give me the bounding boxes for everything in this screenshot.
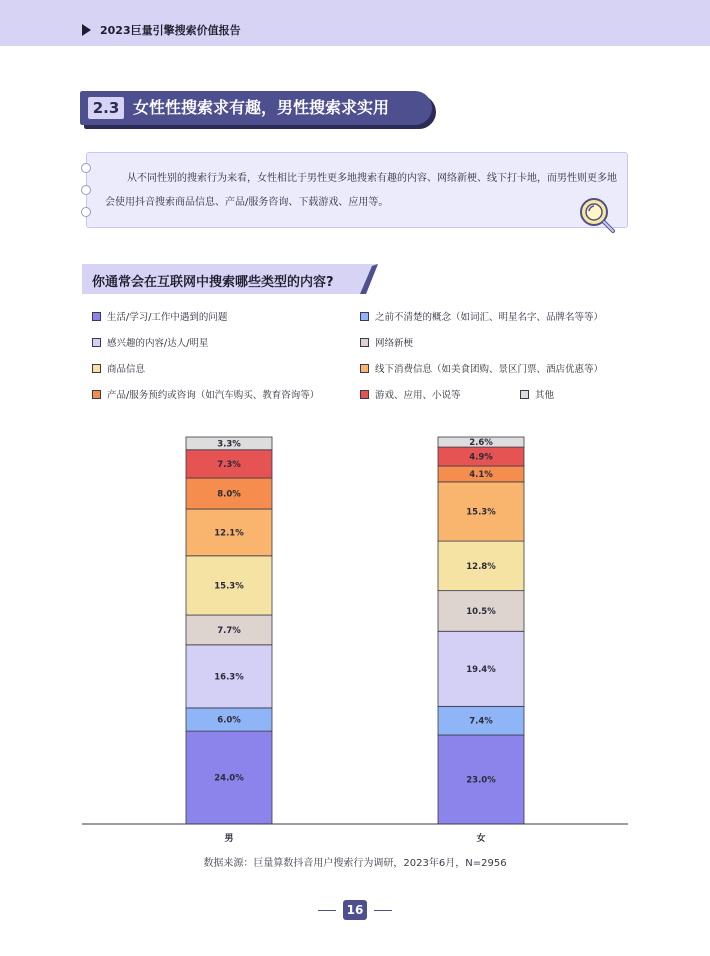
bar-value-label: 23.0% — [466, 775, 496, 786]
legend-label: 之前不清楚的概念（如词汇、明星名字、品牌名等等） — [375, 312, 604, 323]
bar-value-label: 19.4% — [466, 664, 496, 675]
page-divider — [318, 910, 336, 911]
bar-value-label: 3.3% — [217, 439, 241, 450]
section-title: 女性性搜索求有趣，男性搜索求实用 — [133, 98, 390, 117]
section-number: 2.3 — [88, 97, 124, 119]
x-tick-label: 男 — [224, 834, 234, 844]
bar-value-label: 6.0% — [217, 715, 241, 726]
bar-value-label: 7.7% — [217, 625, 241, 636]
bar-value-label: 12.1% — [214, 528, 244, 539]
legend-label: 生活/学习/工作中遇到的问题 — [107, 312, 228, 323]
question-text: 你通常会在互联网中搜索哪些类型的内容? — [92, 275, 334, 290]
legend-label: 其他 — [535, 390, 555, 401]
legend-label: 网络新梗 — [375, 338, 414, 349]
bar-value-label: 24.0% — [214, 773, 244, 784]
bar-value-label: 15.3% — [214, 581, 244, 592]
page-divider — [374, 910, 392, 911]
bar-value-label: 16.3% — [214, 672, 244, 683]
page-number: 16 — [343, 900, 367, 920]
bar-value-label: 8.0% — [217, 489, 241, 500]
bar-value-label: 15.3% — [466, 507, 496, 518]
page-footer — [0, 900, 710, 920]
bar-value-label: 4.1% — [469, 469, 493, 480]
legend-label: 产品/服务预约或咨询（如汽车购买、教育咨询等） — [107, 390, 320, 401]
legend-label: 商品信息 — [107, 364, 146, 375]
summary-text: 从不同性别的搜索行为来看，女性相比于男性更多地搜索有趣的内容、网络新梗、线下打卡地，而男性则更多地会使用抖音搜索商品信息、产品/服务咨询、下载游戏、应用等。 — [105, 173, 617, 208]
legend-label: 线下消费信息（如美食团购、景区门票、酒店优惠等） — [375, 364, 604, 375]
bar-value-label: 10.5% — [466, 606, 496, 617]
legend-label: 感兴趣的内容/达人/明星 — [107, 338, 209, 349]
bar-value-label: 7.4% — [469, 716, 493, 727]
legend-label: 游戏、应用、小说等 — [375, 390, 461, 401]
bar-value-label: 2.6% — [469, 438, 493, 449]
bar-value-label: 7.3% — [217, 459, 241, 470]
data-source: 数据来源：巨量算数抖音用户搜索行为调研，2023年6月，N=2956 — [203, 858, 507, 869]
bar-value-label: 4.9% — [469, 452, 493, 463]
bar-value-label: 12.8% — [466, 561, 496, 572]
report-title: 2023巨量引擎搜索价值报告 — [100, 24, 241, 37]
x-tick-label: 女 — [476, 834, 486, 844]
